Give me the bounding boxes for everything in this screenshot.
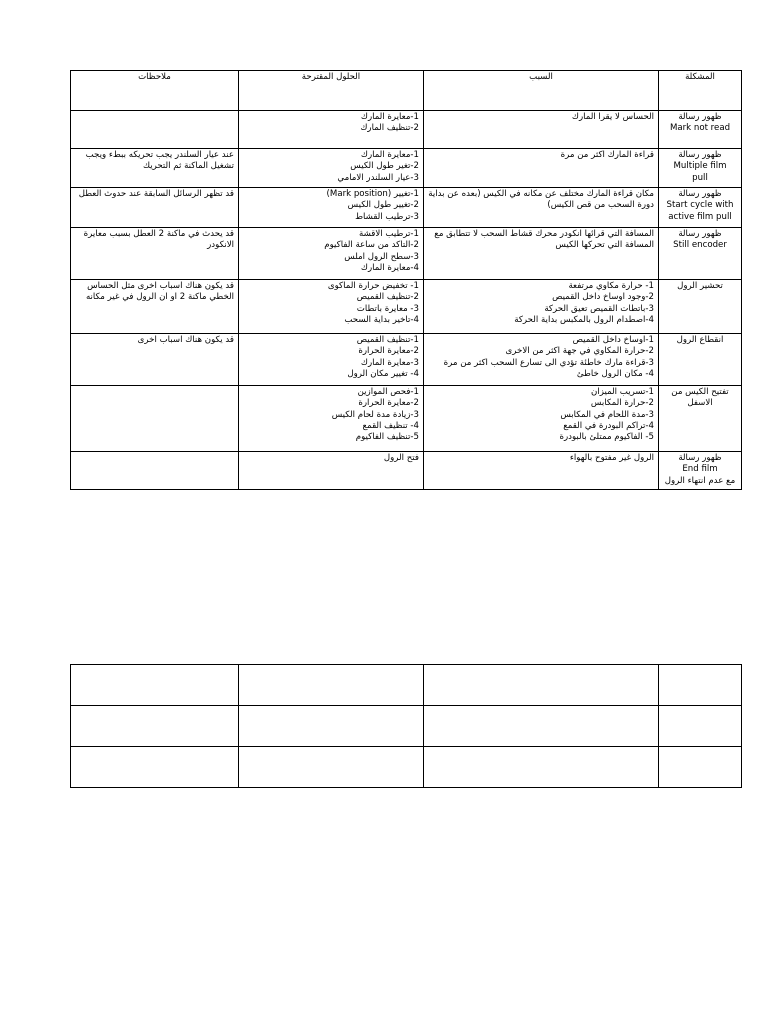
table-row <box>71 228 742 280</box>
solutions-cell <box>239 386 424 452</box>
cause-cell <box>424 149 659 188</box>
problem-cell <box>659 334 742 386</box>
empty-cell <box>424 747 659 788</box>
solutions-line: 2-معايرة الحرارة <box>358 398 419 409</box>
problem-line: ظهور رسالة <box>678 189 722 199</box>
solutions-line: 2-تغير طول الكيس <box>350 161 419 172</box>
notes-cell <box>71 111 239 149</box>
notes-cell <box>71 149 239 188</box>
solutions-cell <box>239 452 424 490</box>
solutions-line: 2-تنظيف المارك <box>360 123 419 134</box>
notes-line: قد يكون هناك اسباب اخرى <box>137 335 234 345</box>
solutions-line: 4-معايرة المارك <box>360 262 419 273</box>
cause-line: 4-تراكم البودرة في القمع <box>563 420 654 431</box>
troubleshooting-table <box>70 70 742 490</box>
solutions-line: 1-فحص الموازين <box>357 387 419 397</box>
solutions-line: 4-تاخير بداية السحب <box>344 314 419 325</box>
empty-row <box>71 747 742 788</box>
solutions-line: 5-تنظيف الفاكيوم <box>355 432 419 443</box>
problem-line: Start cycle with <box>666 200 734 211</box>
solutions-line: 2-تنظيف القميص <box>356 292 419 303</box>
problem-line: تفتيح الكيس من <box>671 387 729 397</box>
solutions-line: 3-ترطيب القشاط <box>355 211 419 222</box>
problem-line: ظهور رسالة <box>678 112 722 122</box>
problem-cell <box>659 228 742 280</box>
solutions-line: 3- معايرة باتطات <box>356 303 419 314</box>
notes-cell <box>71 228 239 280</box>
empty-cell <box>659 747 742 788</box>
table-row <box>71 188 742 228</box>
cause-line: مكان قراءة المارك مختلف عن مكانه في الكيس (بعده عن بداية <box>428 189 654 199</box>
solutions-line: فتح الرول <box>383 453 419 463</box>
cause-cell <box>424 334 659 386</box>
cause-line: دورة السحب من قص الكيس) <box>547 200 654 211</box>
empty-cell <box>71 747 239 788</box>
notes-cell <box>71 280 239 334</box>
solutions-cell <box>239 188 424 228</box>
notes-cell <box>71 386 239 452</box>
problem-cell <box>659 386 742 452</box>
solutions-line: 2-معايرة الحرارة <box>358 346 419 357</box>
notes-line: تشغيل الماكنة ثم التحريك <box>142 161 234 172</box>
cause-line: 4-اصطدام الرول بالمكبس بداية الحركة <box>514 314 654 325</box>
solutions-line: 3-سطح الرول املس <box>344 251 419 262</box>
problem-cell <box>659 280 742 334</box>
problem-line: Still encoder <box>673 240 727 251</box>
cause-cell <box>424 111 659 149</box>
solutions-line: 4- تنظيف القمع <box>362 420 419 431</box>
solutions-cell <box>239 228 424 280</box>
empty-cell <box>71 706 239 747</box>
notes-line: قد يحدث في ماكنة 2 العطل بسبب معايرة <box>83 229 234 239</box>
header-row <box>71 71 742 111</box>
empty-cell <box>239 706 424 747</box>
solutions-line: 1- تخفيض حرارة الماكوى <box>327 281 419 291</box>
notes-line: قد تظهر الرسائل السابقة عند حدوث العطل <box>78 189 234 199</box>
notes-cell <box>71 334 239 386</box>
empty-cell <box>239 665 424 706</box>
cause-line: 2-وجود اوساخ داخل القميص <box>552 292 654 303</box>
cause-line: المسافة التي تحركها الكيس <box>555 240 654 251</box>
empty-cell <box>71 665 239 706</box>
notes-line: الخطي ماكنة 2 او ان الرول في غير مكانه <box>85 292 234 303</box>
problem-line: مع عدم انتهاء الرول <box>664 475 736 486</box>
empty-cell <box>424 706 659 747</box>
cause-line: الرول غير مفتوح بالهواء <box>569 453 654 463</box>
problem-line: pull <box>692 172 708 183</box>
solutions-line: 2-التاكد من ساعة الفاكيوم <box>324 240 419 251</box>
problem-line: Mark not read <box>669 123 731 134</box>
solutions-line: 3-زيادة مدة لحام الكيس <box>331 409 419 420</box>
problem-line: End film <box>682 464 718 475</box>
cause-cell <box>424 452 659 490</box>
table-row <box>71 386 742 452</box>
problem-cell <box>659 111 742 149</box>
problem-line: انقطاع الرول <box>676 335 724 345</box>
cause-line: 3-مدة اللحام في المكابس <box>560 409 654 420</box>
problem-line: الاسفل <box>687 398 713 409</box>
problem-line: ظهور رسالة <box>678 229 722 239</box>
empty-cell <box>659 665 742 706</box>
problem-line: ظهور رسالة <box>678 453 722 463</box>
cause-line: 4- مكان الرول خاطئ <box>576 368 654 379</box>
solutions-cell <box>239 111 424 149</box>
cause-line: 1-تسريب الميزان <box>591 387 654 397</box>
empty-cell <box>239 747 424 788</box>
solutions-cell <box>239 149 424 188</box>
empty-row <box>71 706 742 747</box>
cause-line: 2-حرارة المكابس <box>590 398 654 409</box>
cause-line: الحساس لا يقرا المارك <box>571 112 654 122</box>
notes-cell <box>71 452 239 490</box>
notes-line: عند عيار السلندر يجب تحريكه ببطء ويجب <box>85 150 234 160</box>
cause-line: المسافة التي قرائها انكودر محرك قشاط السحب لا تتطابق مع <box>434 229 654 239</box>
cause-line: 3-قراءة مارك خاطئة تؤدي الى تسارع السحب اكثر من مرة <box>443 357 654 368</box>
table-row <box>71 452 742 490</box>
cause-line: 1- حرارة مكاوي مرتفعة <box>568 281 654 291</box>
table-row <box>71 334 742 386</box>
table-row <box>71 149 742 188</box>
notes-line: الانكودر <box>207 240 234 251</box>
header-problem: المشكلة <box>659 71 742 111</box>
solutions-cell <box>239 334 424 386</box>
empty-table <box>70 664 742 788</box>
solutions-cell <box>239 280 424 334</box>
solutions-line: 1-معايرة المارك <box>360 112 419 122</box>
solutions-line: 2-تغيير طول الكيس <box>347 200 419 211</box>
empty-row <box>71 665 742 706</box>
solutions-line: 4- تغيير مكان الرول <box>347 368 419 379</box>
cause-line: 3-باتطات القميص تعيق الحركة <box>544 303 654 314</box>
header-cause: السبب <box>424 71 659 111</box>
cause-line: قراءة المارك اكثر من مرة <box>560 150 654 160</box>
notes-cell <box>71 188 239 228</box>
solutions-line: 3-معايرة المارك <box>360 357 419 368</box>
table-row <box>71 280 742 334</box>
cause-cell <box>424 228 659 280</box>
solutions-line: 1-ترطيب الاقشة <box>359 229 419 239</box>
notes-line: قد يكون هناك اسباب اخرى مثل الحساس <box>87 281 234 291</box>
table-row <box>71 111 742 149</box>
empty-cell <box>659 706 742 747</box>
cause-cell <box>424 280 659 334</box>
cause-line: 2-حرارة المكاوي في جهة اكثر من الاخرى <box>505 346 654 357</box>
header-solutions: الحلول المقترحة <box>239 71 424 111</box>
problem-line: تحشير الرول <box>677 281 723 291</box>
problem-line: ظهور رسالة <box>678 150 722 160</box>
cause-cell <box>424 386 659 452</box>
problem-line: Multiple film <box>673 161 727 172</box>
problem-cell <box>659 188 742 228</box>
header-notes: ملاحظات <box>71 71 239 111</box>
solutions-line: 1-معايرة المارك <box>360 150 419 160</box>
problem-line: active film pull <box>668 211 732 222</box>
problem-cell <box>659 149 742 188</box>
solutions-line: 1-تنظيف القميص <box>356 335 419 345</box>
problem-cell <box>659 452 742 490</box>
cause-line: 1-اوساخ داخل القميص <box>572 335 654 345</box>
cause-cell <box>424 188 659 228</box>
cause-line: 5- الفاكيوم ممتلئ بالبودرة <box>559 432 654 443</box>
solutions-line: 1-تغيير (Mark position) <box>326 189 419 199</box>
solutions-line: 3-عيار السلندر الامامي <box>337 172 419 183</box>
empty-cell <box>424 665 659 706</box>
